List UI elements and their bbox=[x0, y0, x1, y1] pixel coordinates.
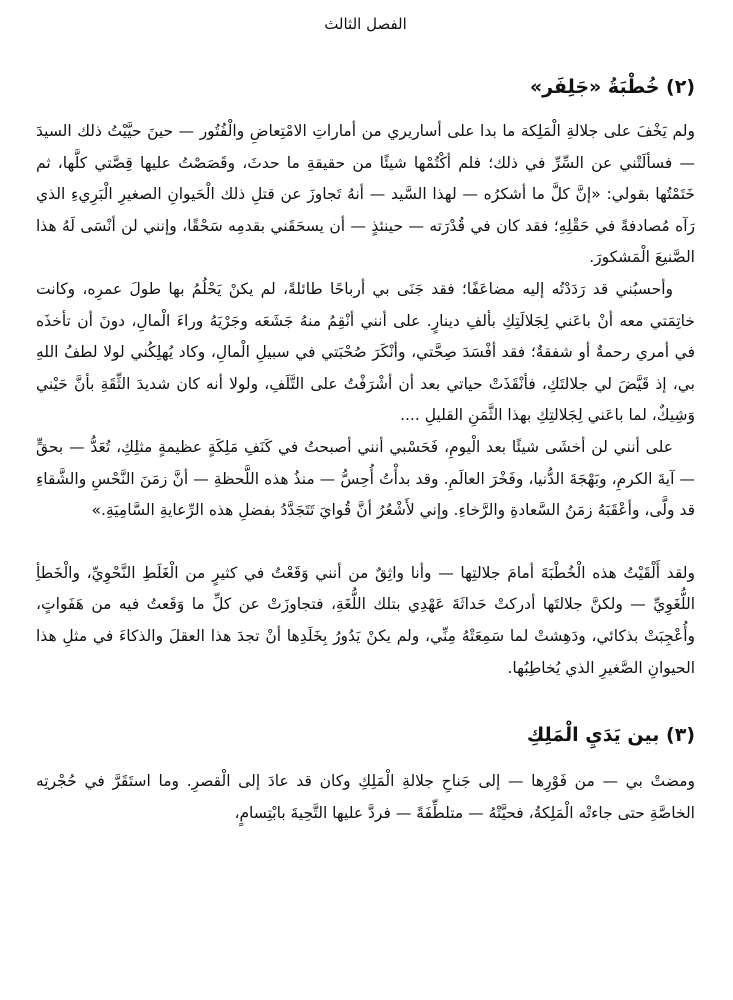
paragraph: وأحسبُني قد رَدَدْتُه إليه مضاعَفًا؛ فقد جَنَى بي أرباحًا طائلةً، لم يكنْ يَحْلُمُ بها طولَ عمرِه، وكانت خاتِمَتي معه أنْ باعَني لِجَلالَتِكِ بألفِ دينارٍ. على أنني أنْقِمُ منهُ جَشَعَه وجَرْيَهُ وراءَ الْمالِ، دونَ أن تأخذَه في أمري رحمةٌ أو شفقةٌ؛ فقد أفْسَدَ صِحَّتي، وأنْكَرَ صُحْبَتي في سبيلِ الْمالِ، وكاد يُهلِكُني لولا لطفُ اللهِ بي، إذ قَيَّضَ لي جلالتَكِ، فأنْقَذَتْ حياتي بعد أن أشْرَفْتُ على التَّلَفِ، ولولا أنه كان شديدَ الثِّقَةِ بأنَّ حَيْني وَشِيكٌ، لما باعَني لِجَلالتِكِ بهذا الثَّمَنِ القليلِ .... bbox=[36, 279, 695, 425]
paragraph: على أنني لن أخشَى شيئًا بعد الْيومِ، فَحَسْبي أنني أصبحتُ في كَنَفِ مَلِكَةٍ عظيمةٍ مثلِكِ، تُعَدُّ — بحقٍّ — آيةَ الكرمِ، وبَهْجَةَ الدُّنيا، وفَخْرَ العالَمِ. وقد بدأْتُ أُحِسُّ — منذُ هذه اللَّحظةِ — أنَّ زمَنَ النَّحْسِ والشَّقاءِ قد ولَّى، وأعْقَبَهُ زمَنُ السَّعادةِ والرَّخاءِ. وإني لأَشْعُرُ أنَّ قُوايَ تَتَجَدَّدُ بفضلِ هذه الرِّعايةِ السَّامِيَةِ.» bbox=[36, 437, 695, 520]
paragraph: ومضتْ بي — من فَوْرِها — إلى جَناحِ جلالةِ الْمَلِكِ وكان قد عادَ إلى الْقصرِ. وما استَقَرَّ في حُجْرتِه الخاصَّةِ حتى جاءتْه الْمَلِكةُ، فحيَّتْهُ — متلطِّفَةً — فردَّ عليها التَّحِيةَ بابْتِسامٍ، bbox=[36, 772, 695, 822]
running-header-chapter: الفصل الثالث bbox=[324, 15, 407, 33]
section-heading: (٣) بين يَدَيِ الْمَلِكِ bbox=[526, 724, 695, 747]
section-heading: (٢) خُطْبَةُ «جَلِفَر» bbox=[529, 76, 695, 98]
paragraph: ولقد أَلْقَيْتُ هذه الْخُطْبَةَ أمامَ جلالتِها — وأنا واثِقٌ من أنني وَقَعْتُ في كثيرٍ من الْغَلَطِ النَّحْوِيِّ، والْخَطأِ اللُّغَوِيِّ — ولكنَّ جلالتَها أدركتْ حَداثَةَ عَهْدِي بتلك اللُّغَةِ، فتجاوزَتْ عن كلِّ ما وَقَعتُ فيه من هَفَواتٍ، وأُعْجِبَتْ بذكائي، ودَهِشتْ لما سَمِعَتْهُ مِنِّي، ولم يكنْ يَدُورُ بِخَلَدِها أنْ تجدَ هذا العقلَ والذكاءَ في مثلِ هذا الحيوانِ الصَّغيرِ الذي يُخاطِبُها. bbox=[36, 563, 695, 677]
paragraph: ولم يَخْفَ على جلالةِ الْمَلِكة ما بدا على أساريري من أماراتِ الامْتِعاضِ والْفُتُور — حينَ حيَّيْتُ ذلك السيدَ — فسألَتْني عن السِّرِّ في ذلك؛ فلم أكْتُمْها شيئًا من حقيقةِ ما حدثَ، وقَصَصْتُ عليها قِصَّتي كلَّها، ثم خَتَمْتُها بقولي: «إنَّ كلَّ ما أشكرُه — لهذا السَّيد — أنهُ تَجاوزَ عن قتلِ ذلك الْحَيوانِ الصغيرِ الْبَرِيءِ الذي رَآه مُصادفةً في حَقْلِهِ؛ فقد كان في قُدْرَته — حينئذٍ — أن يسحَقَني بقدمِه سَحْقًا، وإنني لن أنْسَى لَهُ هذا الصَّنيعَ الْمَشكورَ. bbox=[36, 122, 695, 267]
